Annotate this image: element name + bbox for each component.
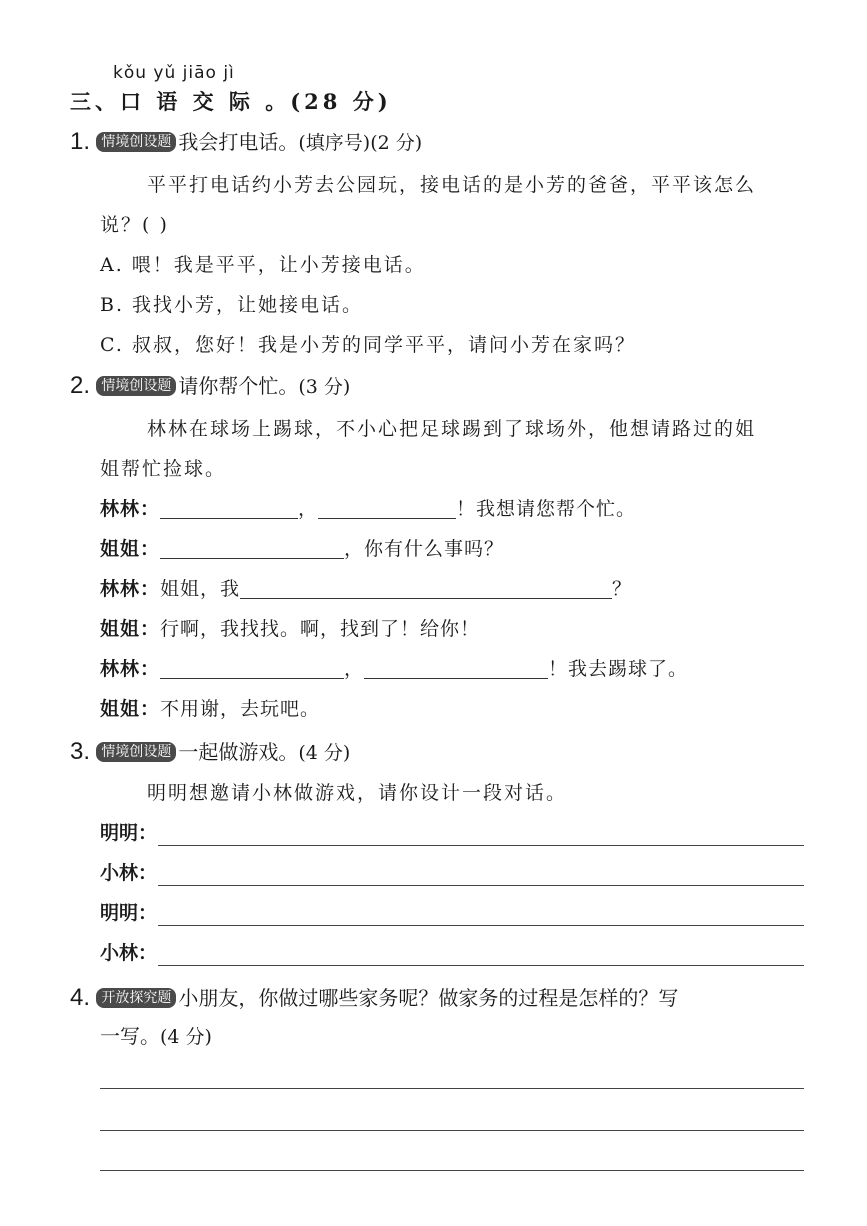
- answer-blank[interactable]: [160, 658, 344, 679]
- question-4-title-line2: [100, 1020, 212, 1049]
- speaker-label: 姐姐：: [100, 698, 161, 720]
- question-number: 4.: [70, 984, 91, 1011]
- question-title: 一起做游戏。: [178, 740, 299, 764]
- answer-blank[interactable]: [160, 538, 344, 559]
- speaker-label: 明明：: [100, 902, 158, 924]
- question-title: 小朋友，你做过哪些家务呢？做家务的过程是怎样的？写: [178, 986, 679, 1010]
- dialogue-text: ？: [612, 578, 633, 600]
- question-points: (3 分): [298, 376, 351, 398]
- question-4-header: [70, 982, 678, 1012]
- speaker-label: 小林：: [100, 862, 158, 884]
- dialogue-text: 不用谢，去玩吧。: [160, 698, 321, 720]
- speaker-label: 小林：: [100, 942, 158, 964]
- question-title-continued: 一写。: [100, 1024, 160, 1048]
- question-number: 2.: [70, 372, 91, 399]
- question-1-prompt-line1: 平平打电话约小芳去公园玩，接电话的是小芳的爸爸，平平该怎么: [147, 174, 757, 196]
- speaker-label: 姐姐：: [100, 538, 161, 560]
- question-2-header: [70, 370, 350, 400]
- answer-line[interactable]: [158, 925, 804, 926]
- question-2-prompt-line1: 林林在球场上踢球，不小心把足球踢到了球场外，他想请路过的姐: [147, 418, 757, 440]
- question-3-header: [70, 736, 350, 766]
- question-points: (填序号)(2 分): [298, 132, 423, 154]
- answer-blank[interactable]: [160, 498, 298, 519]
- speaker-label: 林林：: [100, 498, 161, 520]
- section-title: 三、口 语 交 际 。(28 分): [70, 89, 392, 114]
- dialogue-text: ！我想请您帮个忙。: [456, 498, 637, 520]
- question-title: 我会打电话。: [178, 130, 299, 154]
- question-1-header: [70, 126, 422, 156]
- speaker-label: 明明：: [100, 822, 158, 844]
- question-number: 3.: [70, 738, 91, 765]
- writing-line[interactable]: [100, 1088, 804, 1089]
- answer-line[interactable]: [158, 845, 804, 846]
- answer-line[interactable]: [158, 885, 804, 886]
- dialogue-text: ！我去踢球了。: [548, 658, 689, 680]
- question-points: (4 分): [298, 742, 351, 764]
- question-number: 1.: [70, 128, 91, 155]
- writing-line[interactable]: [100, 1130, 804, 1131]
- dialogue-line-3: [100, 574, 632, 601]
- punctuation: ，: [344, 658, 365, 680]
- scenario-badge: 情境创设题: [96, 376, 176, 396]
- question-title: 请你帮个忙。: [178, 374, 299, 398]
- section-pinyin: kǒu yǔ jiāo jì: [113, 63, 235, 83]
- option-c: C. 叔叔，您好！我是小芳的同学平平，请问小芳在家吗？: [100, 334, 636, 356]
- dialogue-text: 姐姐，我: [160, 578, 241, 600]
- question-2-prompt-line2: 姐帮忙捡球。: [100, 458, 227, 480]
- open-inquiry-badge: 开放探究题: [96, 988, 176, 1008]
- dialogue-line-4: [100, 614, 480, 641]
- writing-line[interactable]: [100, 1170, 804, 1171]
- speaker-label: 姐姐：: [100, 618, 161, 640]
- scenario-badge: 情境创设题: [96, 742, 176, 762]
- dialogue-line-6: [100, 694, 320, 721]
- dialogue-line-1: [100, 494, 636, 521]
- speaker-label: 林林：: [100, 658, 161, 680]
- answer-blank[interactable]: [318, 498, 456, 519]
- question-points: (4 分): [160, 1026, 212, 1048]
- answer-line[interactable]: [158, 965, 804, 966]
- dialogue-text: 行啊，我找找。啊，找到了！给你！: [160, 618, 481, 640]
- speaker-label: 林林：: [100, 578, 161, 600]
- question-1-prompt-line2: 说？( ): [100, 214, 169, 236]
- scenario-badge: 情境创设题: [96, 132, 176, 152]
- dialogue-line-2: [100, 534, 504, 561]
- dialogue-line-5: [100, 654, 688, 681]
- question-3-prompt: 明明想邀请小林做游戏，请你设计一段对话。: [147, 782, 568, 804]
- answer-blank[interactable]: [240, 578, 612, 599]
- answer-blank[interactable]: [364, 658, 548, 679]
- punctuation: ，: [298, 498, 319, 520]
- option-a: A. 喂！我是平平，让小芳接电话。: [100, 254, 426, 276]
- dialogue-text: ，你有什么事吗？: [344, 538, 505, 560]
- option-b: B. 我找小芳，让她接电话。: [100, 294, 364, 316]
